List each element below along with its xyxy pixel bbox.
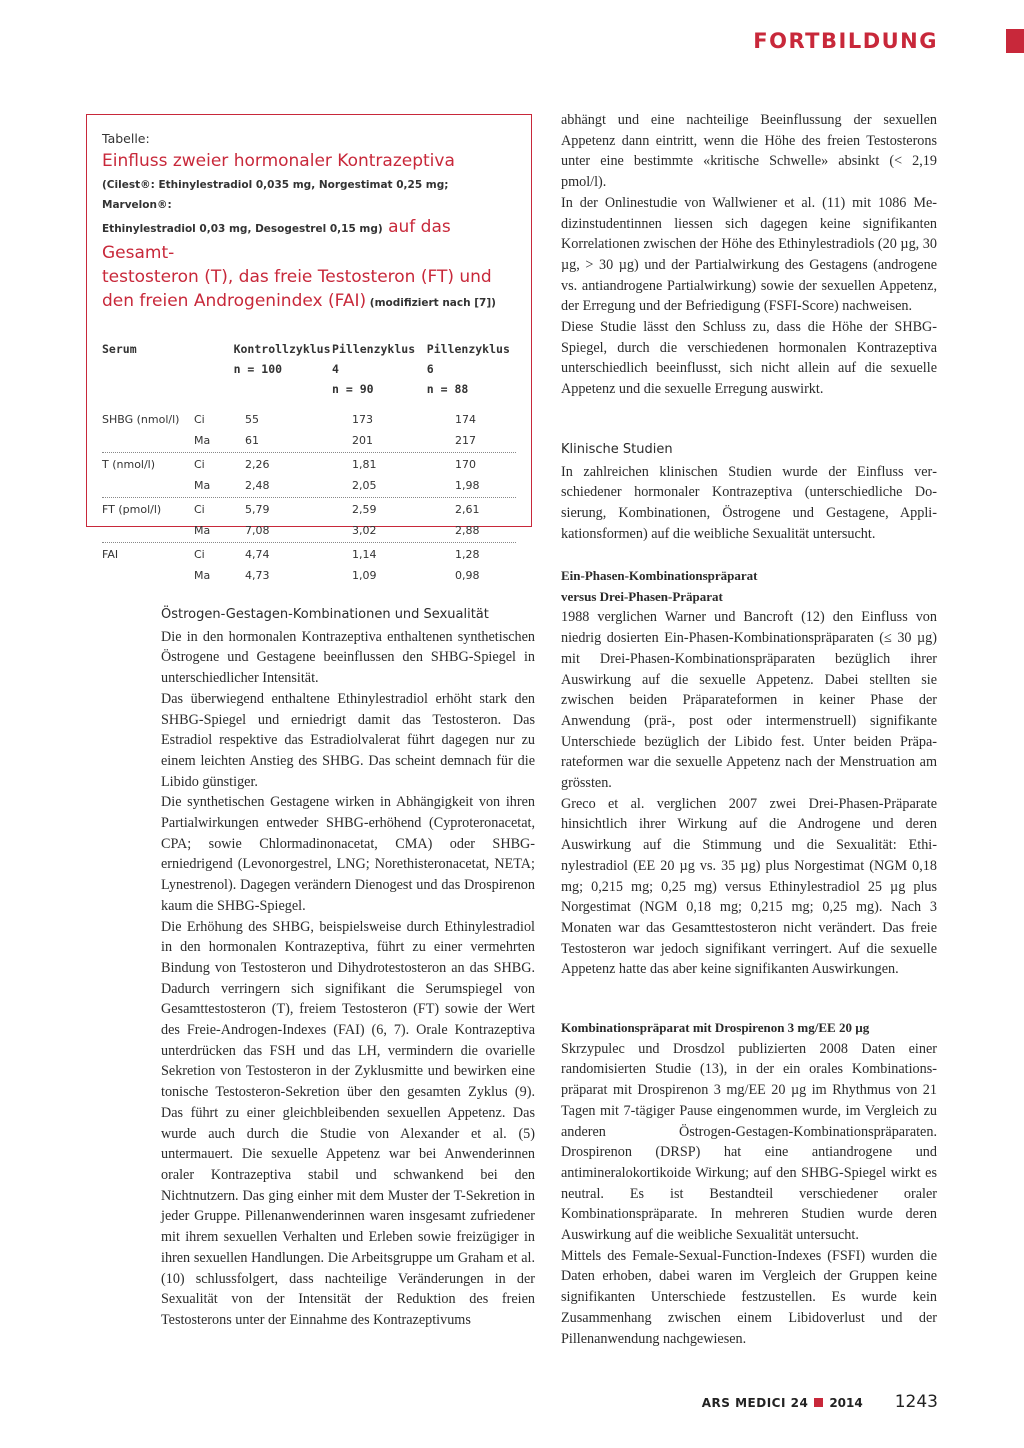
header-kontrollzyklus [234,339,332,399]
footer-square-icon [814,1398,823,1407]
table-row [102,499,516,520]
cell-pille6: 1,28 [455,548,480,561]
cell-kontroll: 55 [245,413,259,426]
paragraph: In der Onlinestudie von Wallwiener et al. (11) mit 1086 Medizinstudentinnen liessen sich dagegen keine signifikanten Korrelationen zwischen der Höhe des Ethinylestradiols (20 µg, 30 µg, > 30 µg) und der Partialwirkung des Gestagens (androgene vs. antiandrogene Partialwirkung) sowie der sexuellen Appetenz, der Erregung und der Befriedigung (FSFI-Score) nachweisen. [561,194,937,315]
cell-kontroll: 2,26 [245,458,270,471]
table-group-t [102,454,516,498]
header-pille6-n: n = 88 [426,382,469,396]
paragraph: Die synthetischen Gestagene wirken in Abhängigkeit von ihren Partialwirkungen entweder SHBG-erhöhend (Cyproteronacetat, CPA; sowie Chlormadinonacetat, CMA) oder SHBG-erniedrigend (Levonorgestrel, LNG; Norethisteronacetat, NETA; Lynestrenol). Dagegen verändern Dienogest und das Drospirenon kaum die SHBG-Spiegel. [161,794,535,914]
table-group-fai [102,544,516,587]
table-row [102,409,516,430]
cell-pille6: 217 [455,434,476,447]
paragraph: Die Erhöhung des SHBG, beispielsweise durch Ethinylestradiol in den hormonalen Kontrazeptiva, führt zu einer vermehrten Bindung von Testosteron und Dihydrotestosteron an das SHBG. Dadurch verringern sich signifikant die Serumspiegel von Gesamttestosteron (T), freiem Testosteron (FT) sowie der Wert des Freie-Androgen-Indexes (FAI) (6, 7). Orale Kontrazeptiva unterdrücken das FSH und das LH, vermindern die ovarielle Sekretion von Testosteron in der Zyklusmitte und bewirken eine tonische Testosteron-Sekretion über den gesamten Zyklus (9). Das führt zu einer gleichbleibenden sexuellen Appetenz. Das wurde auch durch die Studie von Alexander et al. (5) untermauert. Die sexuelle Appetenz war bei Anwenderinnen oraler Kontrazeptiva stabil und schwankend bei den Nichtnutzern. Das ging einher mit dem Muster der T-Sekretion in jeder Gruppe. Pillenanwenderinnen waren insgesamt zufriedener mit ihrem sexuellen Verhalten und Erleben sowie freizügiger in ihren sexuellen Handlungen. Die Arbeitsgruppe um Graham et al. (10) schlussfolgert, dass nachteilige Veränderungen in der Sexualität von der Intensität der Reduktion des freien Testosterons unter der Einnahme des Kontrazeptivums [161,918,535,1328]
group-name: FAI [102,548,119,561]
table-title [102,149,516,315]
cell-pille6: 174 [455,413,476,426]
cell-pille4: 2,05 [352,479,377,492]
paragraph: Das überwiegend enthaltene Ethinylestradiol erhöht stark den SHBG-Spiegel und erniedrigt damit das Testosteron. Das Estradiol respektive das Estradiolvalerat führt dagegen nur zu einem leichten Anstieg des SHBG. Das scheint demnach für die Libido günstiger. [161,690,535,790]
row-sub: Ci [194,503,205,516]
paragraph: Die in den hormonalen Kontrazeptiva enthaltenen synthetischen Östrogene und Gestagene beeinflussen den SHBG-Spiegel in unterschiedlicher Intensität. [161,628,535,687]
paragraph: 1988 verglichen Warner und Bancroft (12) den Einfluss von niedrig dosierten Ein-Phasen-Kombinationspräparaten (≤ 30 µg) mit Drei-Phasen-Kombinationspräparaten bezüglich ihrer Auswirkung auf die sexuelle Appetenz. Dabei stellten sie zwischen beiden Präparateformen in keiner Phase der Anwendung (prä-, post oder intermenstruell) signifikante Unterschiede bezüglich der Libido fest. Unter beiden Präparateformen war die sexuelle Appetenz nach der Menstruation am grössten. [561,609,937,792]
group-name: T (nmol/l) [102,458,156,471]
section-color-block [1006,29,1024,53]
subsection-heading: Ein-Phasen-Kombinationspräparat [561,568,758,583]
header-kontroll-label: Kontrollzyklus [233,342,331,356]
cell-pille4: 1,09 [352,569,377,582]
group-name-empty [102,475,194,496]
paragraph: abhängt und eine nachteilige Beeinflussung der sexuellen Appetenz dann eintritt, wenn die Höhe des freien Testosterons unter eine bestimmte «kritische Schwelle» absinkt (< 2,19 pmol/l). [561,112,937,191]
group-name-empty [102,430,194,451]
journal-name: ARS MEDICI 24 [701,1396,809,1410]
table-row [102,544,516,565]
subsection-heading: Kombinationspräparat mit Drospirenon 3 mg/EE 20 µg [561,1020,870,1035]
table-group-ft [102,499,516,543]
group-name: SHBG (nmol/l) [102,413,180,426]
page-number: 1243 [894,1392,938,1412]
left-column [161,605,535,1331]
cell-kontroll: 4,74 [245,548,270,561]
right-column-drospirenon [561,1018,937,1349]
cell-kontroll: 7,08 [245,524,270,537]
header-kontroll-n: n = 100 [233,362,283,376]
data-table [102,339,516,587]
right-column-top [561,110,937,400]
cell-pille4: 3,02 [352,524,377,537]
cell-pille4: 201 [352,434,373,447]
header-pille4-label: Pillenzyklus 4 [332,342,416,376]
cell-kontroll: 2,48 [245,479,270,492]
paragraph: Mittels des Female-Sexual-Function-Indexes (FSFI) wurden die Daten erhoben, dabei waren im Vergleich der Gruppen keine signifikanten Unterschiede festzustellen. Es wurde kein Zusammenhang zwischen einem Libidoverlust und der Pillenanwendung nachgewiesen. [561,1247,937,1347]
header-pillenzyklus-4 [332,339,427,399]
table-title-part3: testosteron (T), das freie Testosteron (FT) und [102,267,492,287]
table-header [102,339,516,399]
table-title-small1: (Cilest®: Ethinylestradiol 0,035 mg, Norgestimat 0,25 mg; Marvelon®: [102,179,449,211]
table-row [102,454,516,475]
header-pille6-label: Pillenzyklus 6 [426,342,510,376]
row-sub: Ma [194,524,211,537]
table-box [86,114,532,582]
cell-kontroll: 61 [245,434,259,447]
table-title-small3: (modifiziert nach [7]) [366,297,496,309]
cell-pille4: 1,81 [352,458,377,471]
row-sub: Ma [194,569,211,582]
paragraph: Skrzypulec und Drosdzol publizierten 2008 Daten einer randomisierten Studie (13), in der ein orales Kombinationspräparat mit Drospirenon 3 mg/EE 20 µg im Rhythmus von 21 Tagen mit 7-tägiger Pause eingenommen wurde, im Vergleich zu anderen Östrogen-Gestagen-Kombinationspräparaten. Drospirenon (DRSP) hat eine antiandrogene und antimineralokortikoide Wirkung; auf den SHBG-Spiegel wirkt es neutral. Es ist Bestandteil verschiedener oraler Kombinationspräparate. In mehreren Studien wurde deren Auswirkung auf die weibliche Sexualität untersucht. [561,1040,937,1244]
table-title-part2: auf das Gesamt- [102,217,451,263]
cell-pille4: 2,59 [352,503,377,516]
journal-year: 2014 [829,1396,863,1410]
section-heading: Östrogen-Gestagen-Kombinationen und Sexualität [161,607,489,622]
cell-pille6: 2,61 [455,503,480,516]
right-column-clinical [561,440,937,545]
right-column-phases [561,566,937,980]
table-row [102,520,516,541]
cell-pille4: 173 [352,413,373,426]
page-footer [702,1392,938,1412]
cell-pille6: 2,88 [455,524,480,537]
paragraph: Greco et al. verglichen 2007 zwei Drei-Phasen-Präparate hinsichtlich ihrer Wirkung auf die Androgene und deren Auswirkung auf die Stimmung und die Sexualität: Ethinylestradiol (EE 20 µg vs. 35 µg) plus Norgestimat (NGM 0,18 mg; 0,215 mg; 0,25 mg) versus Ethinylestradiol 25 µg plus Norgestimat (NGM 0,18 mg; 0,215 mg; 0,25 mg). Nach 3 Monaten war das Gesamttestosteron nicht verändert. Das freie Testosteron war jedoch signifikant verringert. Auf die sexuelle Appetenz hatte das aber keine signifikanten Auswirkungen. [561,795,937,978]
table-row [102,565,516,586]
section-header: FORTBILDUNG [753,29,938,53]
row-sub: Ma [194,434,211,447]
paragraph: Diese Studie lässt den Schluss zu, dass die Höhe der SHBG-Spiegel, durch die verschiedenen hormonalen Kontrazeptiva unterschiedlich beeinflusst, sich nicht allein auf die sexuelle Appetenz und die sexuelle Erregung auswirkt. [561,319,937,398]
cell-pille6: 0,98 [455,569,480,582]
paragraph: In zahlreichen klinischen Studien wurde der Einfluss verschiedener hormonaler Kontrazeptiva (unterschiedliche Dosierung, Kombinationen, Östrogene und Gestagene, Applikationsformen) auf die weibliche Sexualität untersucht. [561,463,937,542]
subsection-heading: versus Drei-Phasen-Präparat [561,588,723,604]
header-serum: Serum [102,342,137,356]
group-name-empty [102,520,194,541]
cell-pille6: 170 [455,458,476,471]
table-title-part4: den freien Androgenindex (FAI) [102,291,367,311]
table-label: Tabelle: [102,131,150,146]
header-pille4-n: n = 90 [332,382,374,396]
cell-kontroll: 4,73 [245,569,270,582]
table-title-small2: Ethinylestradiol 0,03 mg, Desogestrel 0,15 mg) [102,223,383,235]
cell-pille4: 1,14 [352,548,377,561]
row-sub: Ma [194,479,211,492]
section-heading: Klinische Studien [561,442,673,457]
row-sub: Ci [194,413,205,426]
table-group-shbg [102,409,516,453]
header-pillenzyklus-6 [427,339,516,399]
table-title-part1: Einfluss zweier hormonaler Kontrazeptiva [102,151,455,171]
cell-kontroll: 5,79 [245,503,270,516]
row-sub: Ci [194,458,205,471]
cell-pille6: 1,98 [455,479,480,492]
table-row [102,430,516,451]
row-sub: Ci [194,548,205,561]
group-name: FT (pmol/l) [102,503,162,516]
table-row [102,475,516,496]
group-name-empty [102,565,194,586]
